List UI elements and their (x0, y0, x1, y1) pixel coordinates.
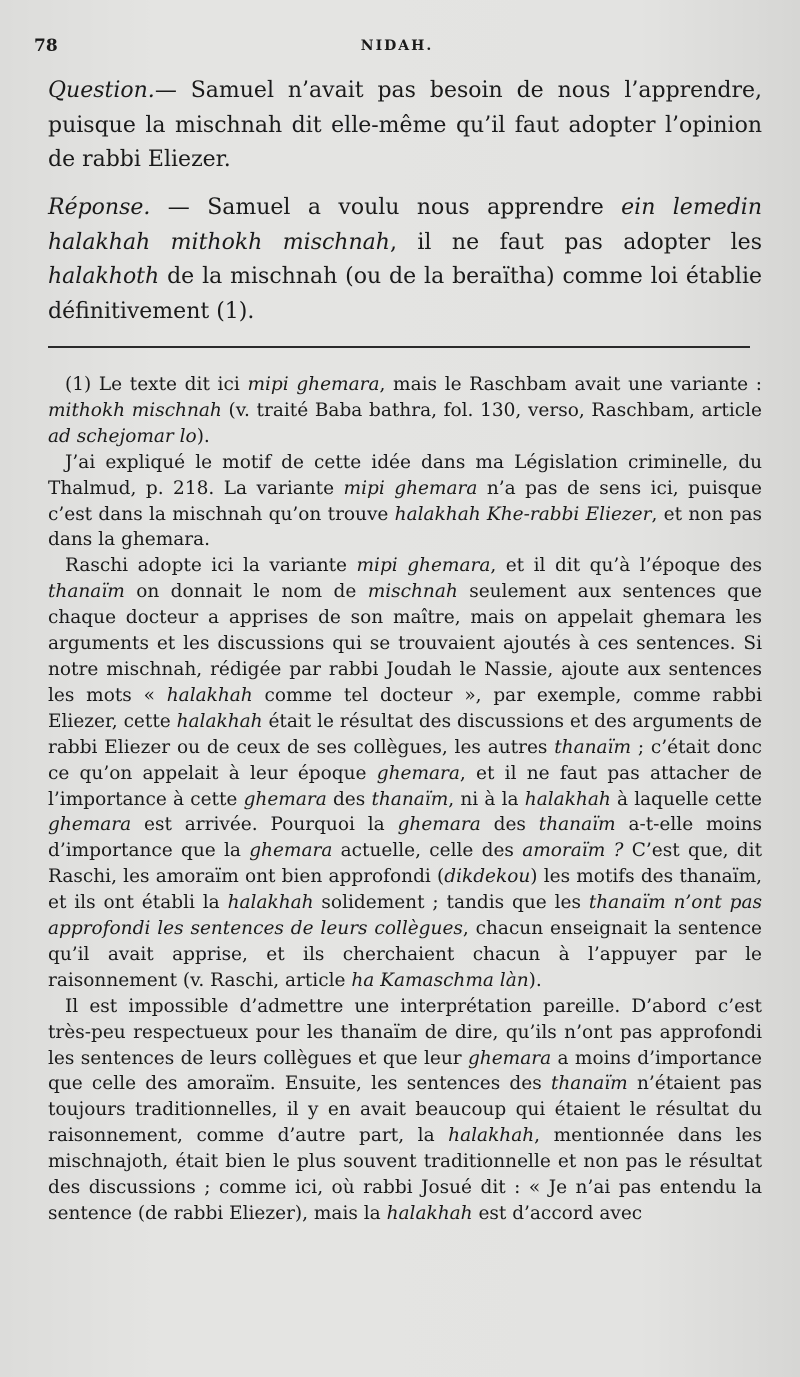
answer-text: , il ne faut pas adopter les (389, 229, 762, 255)
fn-italic: thanaïm (554, 736, 632, 758)
fn-text: était le résultat des discussions et des arguments de rabbi Eliezer ou de ceux de ses collègues, les autres (48, 710, 763, 758)
fn-italic: amoraïm ? (522, 840, 624, 862)
fn-italic: thanaïm (550, 1073, 628, 1095)
fn-text: C’est que, dit Raschi, les amoraïm ont bien approfondi ( (48, 840, 763, 888)
fn-text: (1) Le texte dit ici (65, 374, 248, 395)
fn-text: , chacun enseignait la sentence qu’il avait apprise, et ils cherchaient chacun à l’appuyer par le raisonnement (v. Raschi, article (48, 918, 762, 991)
fn-text: a-t-elle moins d’importance que la (48, 814, 763, 862)
fn-italic: mipi ghemara (356, 555, 491, 577)
answer-italic: ein lemedin halakhah mithokh mischnah (48, 195, 762, 255)
fn-text: , et il ne faut pas attacher de l’importance à cette (48, 762, 762, 810)
fn-italic: mischnah (367, 581, 458, 603)
answer-paragraph (48, 191, 762, 329)
fn-text: J’ai expliqué le motif de cette idée dans ma Législation criminelle, du Thalmud, p. 218. La variante (48, 451, 762, 499)
fn-text: seulement aux sentences que chaque docteur a apprises de son maître, mais on appelait ghemara les arguments et les discussions qui se trouvaient ajoutés à ces sentences. Si notre mischnah, rédigée par rabbi Joudah le Nassie, ajoute aux sentences les mots « (48, 581, 763, 706)
fn-text: Il est impossible d’admettre une interprétation pareille. D’abord c’est très-peu respectueux pour les thanaïm de dire, qu’ils n’ont pas approfondi les sentences de leurs collègues et que leur (48, 995, 762, 1069)
fn-text: ; c’était donc ce qu’on appelait à leur époque (48, 736, 763, 784)
fn-text: Raschi adopte ici la variante (65, 555, 357, 577)
question-paragraph (48, 74, 762, 178)
fn-italic: ghemara (48, 814, 132, 836)
fn-italic: halakhah Khe-rabbi Eliezer (394, 503, 652, 525)
fn-italic: ha Kamaschma làn (351, 969, 529, 991)
footnote-1 (48, 372, 762, 450)
answer-text: de la mischnah (ou de la beraïtha) comme loi établie définitivement (1). (48, 264, 762, 324)
fn-text: ). (196, 425, 210, 447)
fn-text: n’a pas de sens ici, puisque c’est dans la mischnah qu’on trouve (48, 477, 762, 525)
fn-italic: ghemara (376, 762, 460, 784)
fn-italic: ghemara (243, 788, 327, 810)
fn-italic: ghemara (249, 840, 333, 862)
footnotes (48, 372, 762, 1227)
fn-text: a moins d’importance que celle des amoraïm. Ensuite, les sentences des (48, 1047, 762, 1095)
fn-italic: mipi ghemara (247, 374, 380, 395)
fn-italic: halakhah (227, 892, 314, 914)
fn-text: des (480, 814, 539, 836)
fn-italic: halakhah (166, 684, 253, 706)
fn-italic: halakhah (176, 710, 263, 732)
footnote-paragraph-4 (48, 994, 762, 1227)
fn-text: des (326, 788, 372, 810)
fn-italic: ghemara (467, 1047, 552, 1069)
fn-text: , mentionnée dans les mischnajoth, était bien le plus souvent traditionnelle et non pas le résultat des discussions ; comme ici, où rabbi Josué dit : « Je n’ai pas entendu la sentence (de rabbi Eliezer), mais la (48, 1125, 762, 1224)
fn-text: est d’accord avec (472, 1203, 643, 1224)
fn-text: ). (528, 969, 542, 991)
fn-text: (v. traité Baba bathra, fol. 130, verso, Raschbam, article (221, 399, 762, 421)
fn-italic: mipi ghemara (343, 477, 478, 499)
fn-text: ) les motifs des thanaïm, et ils ont établi la (48, 866, 762, 914)
fn-text: , et il dit qu’à l’époque des (490, 555, 762, 577)
fn-text: solidement ; tandis que les (313, 892, 589, 914)
fn-text: actuelle, celle des (332, 840, 523, 862)
fn-italic: thanaïm n’ont pas approfondi les sentences de leurs collègues (48, 892, 763, 940)
question-text: — Samuel n’avait pas besoin de nous l’apprendre, puisque la mischnah dit elle-même qu’il faut adopter l’opinion de rabbi Eliezer. (48, 78, 762, 172)
answer-text: — Samuel a voulu nous apprendre (150, 195, 622, 220)
fn-italic: thanaïm (48, 581, 125, 603)
fn-italic: thanaïm (371, 788, 449, 810)
question-label: Question. (48, 78, 155, 103)
answer-label: Réponse. (48, 195, 151, 220)
fn-italic: ad schejomar lo (48, 425, 197, 447)
footnote-divider (48, 346, 750, 348)
fn-italic: halakhah (524, 788, 611, 810)
answer-italic: halakhoth (48, 264, 160, 289)
fn-italic: mithokh mischnah (48, 399, 222, 421)
fn-text: à laquelle cette (610, 788, 762, 810)
fn-italic: ghemara (397, 814, 481, 836)
fn-italic: halakhah (448, 1125, 535, 1147)
fn-text: , mais le Raschbam avait une variante : (379, 374, 763, 395)
fn-text: , ni à la (448, 788, 525, 810)
footnote-paragraph-3 (48, 553, 762, 993)
page-header (34, 36, 760, 62)
fn-text: comme tel docteur », par exemple, comme rabbi Eliezer, cette (48, 684, 762, 732)
fn-italic: dikdekou (444, 866, 531, 888)
page-number: 78 (34, 36, 58, 56)
footnote-paragraph-2 (48, 450, 762, 554)
fn-italic: thanaïm (538, 814, 616, 836)
fn-italic: halakhah (386, 1203, 473, 1224)
fn-text: on donnait le nom de (124, 581, 368, 603)
running-head: NIDAH. (360, 38, 434, 54)
fn-text: n’étaient pas toujours traditionnelles, il y en avait beaucoup qui étaient le résultat du raisonnement, comme d’autre part, la (48, 1073, 762, 1147)
fn-text: , et non pas dans la ghemara. (48, 503, 762, 551)
fn-text: est arrivée. Pourquoi la (131, 814, 398, 836)
